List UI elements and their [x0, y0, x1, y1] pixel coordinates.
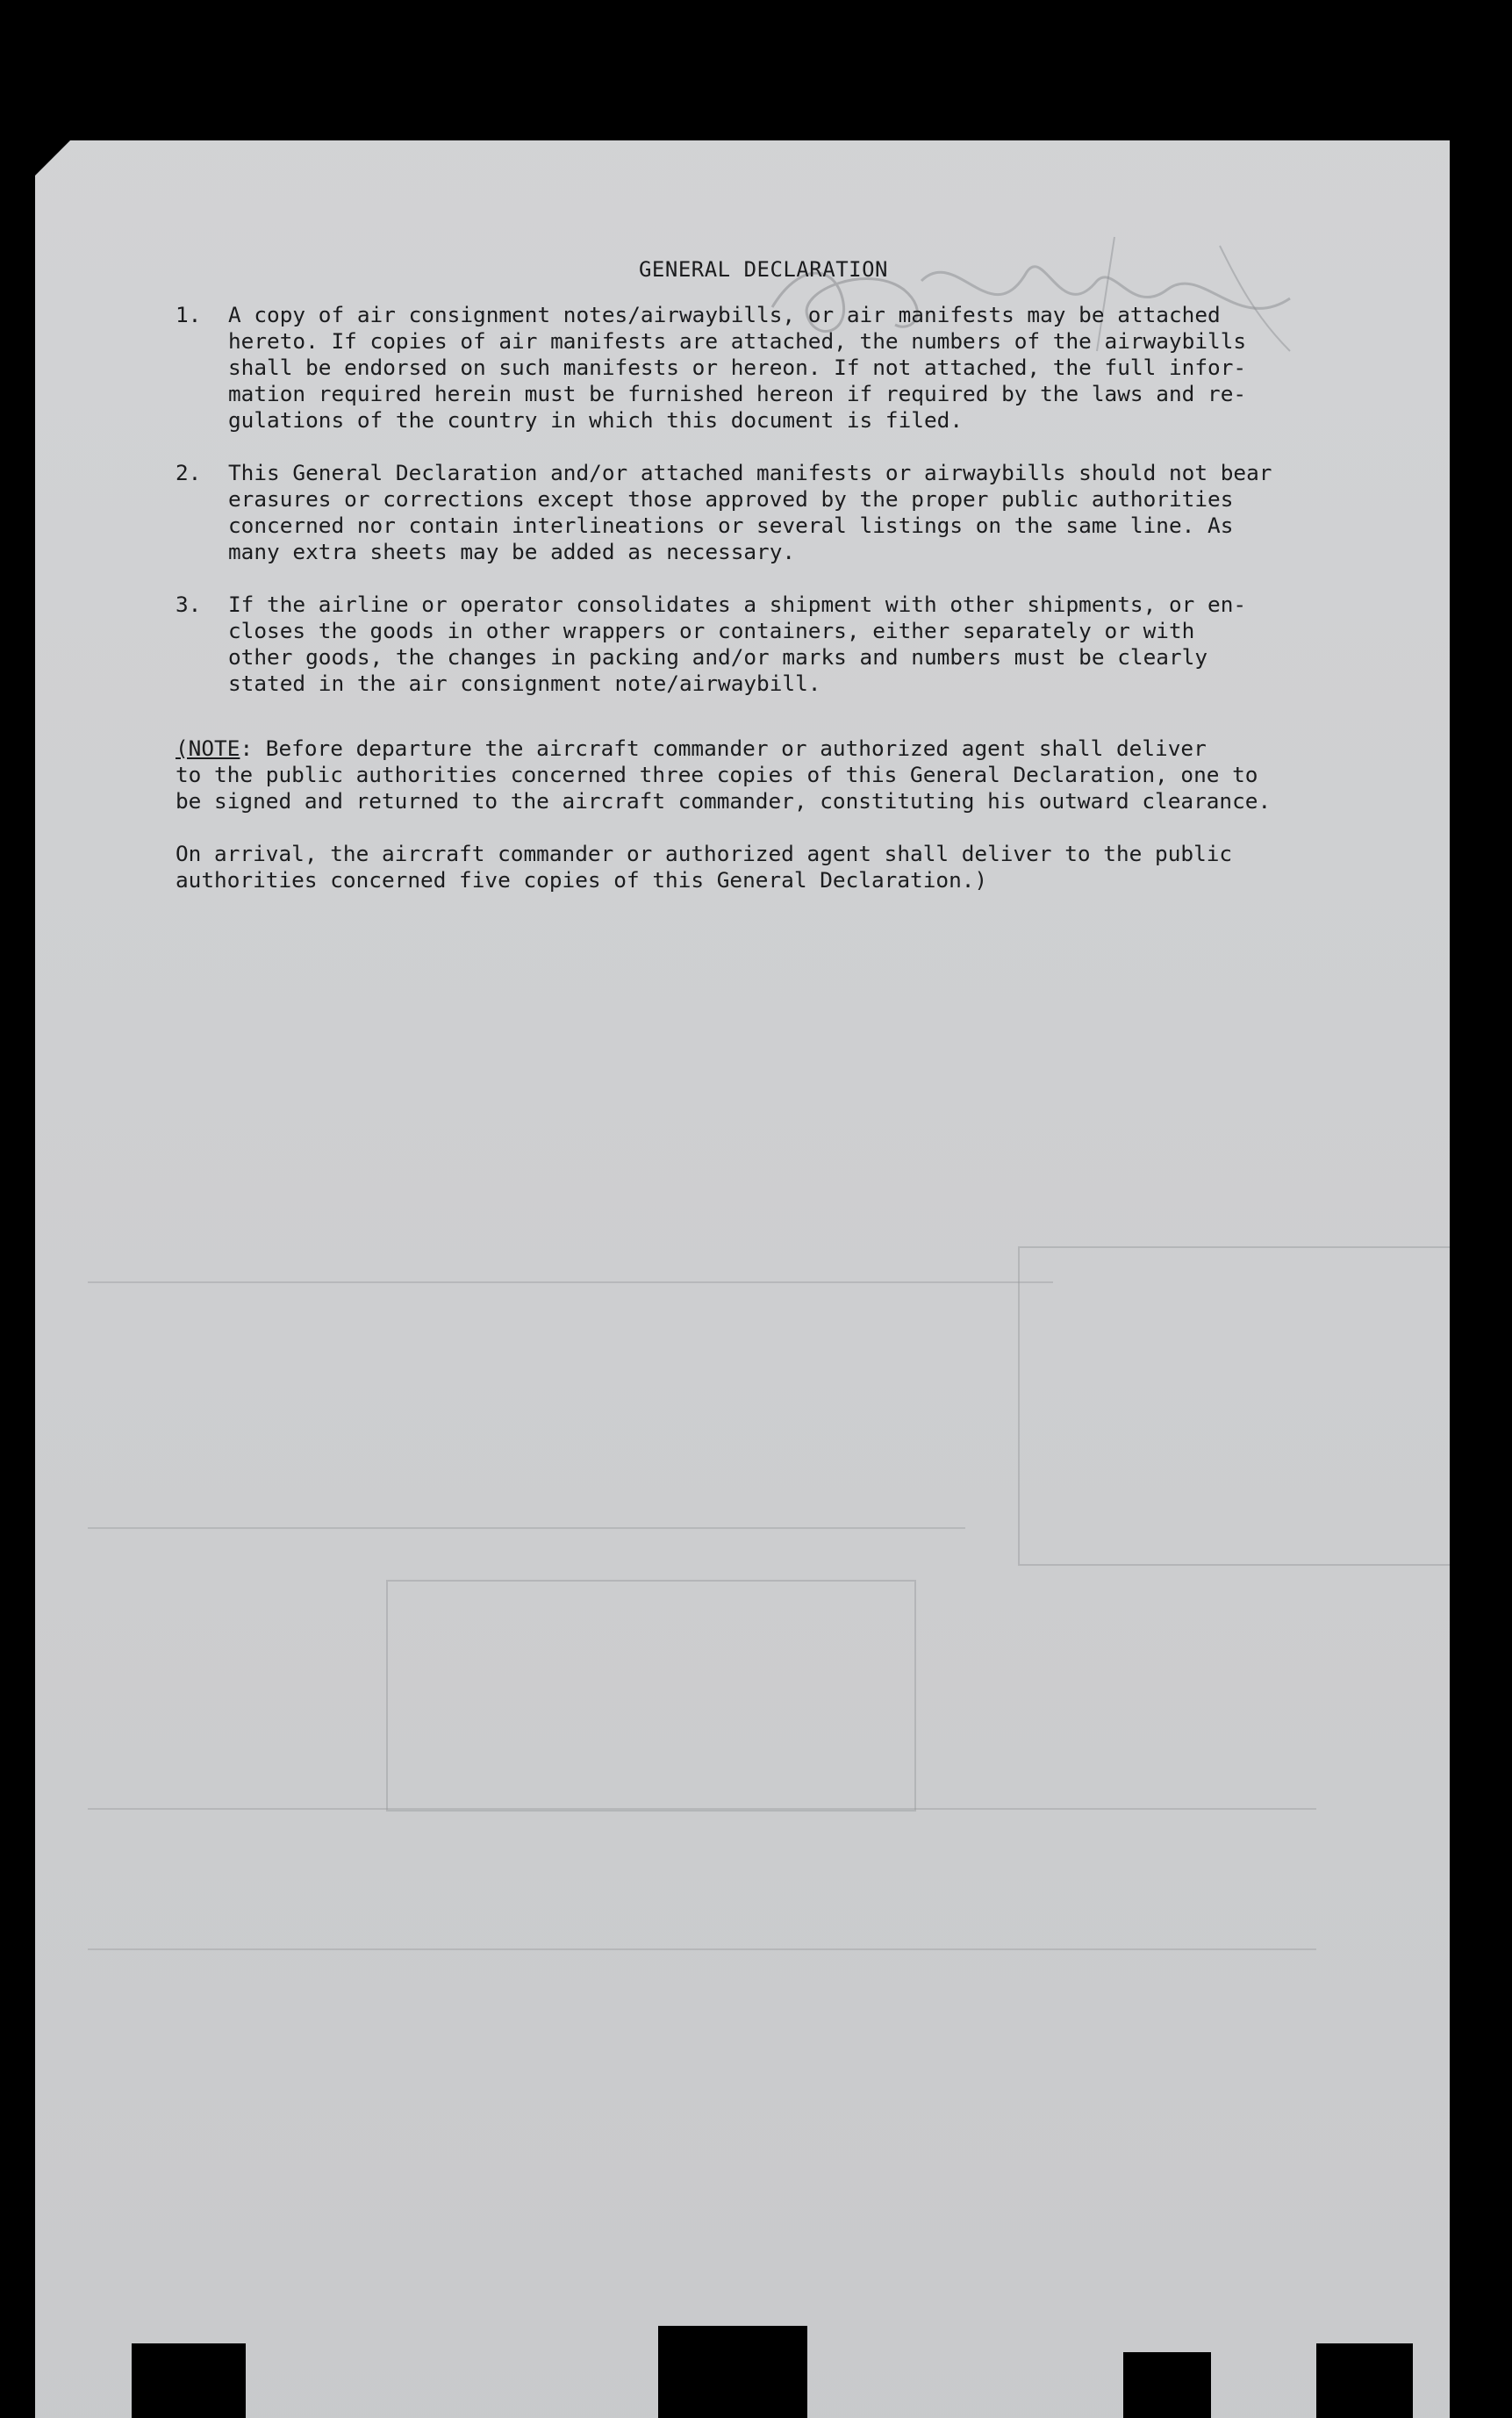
bleed-through-rule	[88, 1281, 1053, 1283]
instruction-item-1	[140, 302, 1351, 434]
bleed-through-box	[386, 1580, 916, 1812]
note-label: (NOTE	[176, 735, 240, 761]
bleed-through-rule	[88, 1527, 965, 1529]
instruction-number: 2.	[176, 460, 202, 485]
instruction-item-3	[140, 592, 1351, 697]
bleed-through-header	[404, 184, 421, 213]
bleed-through-box	[1018, 1246, 1469, 1566]
note-paragraph	[140, 735, 1334, 814]
instruction-number: 1.	[176, 302, 202, 327]
bleed-through-rule	[88, 1948, 1316, 1950]
instruction-text: If the airline or operator consolidates a shipment with other shipments, or en- closes the goods in other wrappers or containers, either separately or with other goods, the changes in packing and/or marks and numbers must be clearly stated in the air consignment note/airwaybill.	[228, 592, 1247, 696]
scan-edge-mark	[1123, 2352, 1211, 2418]
instruction-number: 3.	[176, 592, 202, 617]
scan-edge-mark	[132, 2343, 246, 2418]
declaration-content	[140, 256, 1351, 893]
instruction-item-2	[140, 460, 1351, 565]
instruction-text: This General Declaration and/or attached manifests or airwaybills should not bear erasures or corrections except those approved by the proper public authorities concerned nor contain interlineations or several listings on the same line. As many extra sheets may be added as necessary.	[228, 460, 1272, 564]
note-text: : Before departure the aircraft commander or authorized agent shall deliver to the public authorities concerned three copies of this General Declaration, one to be signed and returned to the aircraft commander, constituting his outward clearance.	[176, 735, 1272, 814]
arrival-paragraph: On arrival, the aircraft commander or authorized agent shall deliver to the public authorities concerned five copies of this General Declaration.)	[176, 841, 1233, 893]
scan-edge-mark	[658, 2326, 807, 2418]
instruction-text: A copy of air consignment notes/airwaybills, or air manifests may be attached hereto. If copies of air manifests are attached, the numbers of the airwaybills shall be endorsed on such manifests or hereon. If not attached, the full infor- mation required herein must be furnished hereon if required by the laws and re- gulations of the country in which this document is filed.	[228, 302, 1247, 433]
scan-edge-mark	[1316, 2343, 1413, 2418]
page-title: GENERAL DECLARATION	[638, 257, 889, 282]
